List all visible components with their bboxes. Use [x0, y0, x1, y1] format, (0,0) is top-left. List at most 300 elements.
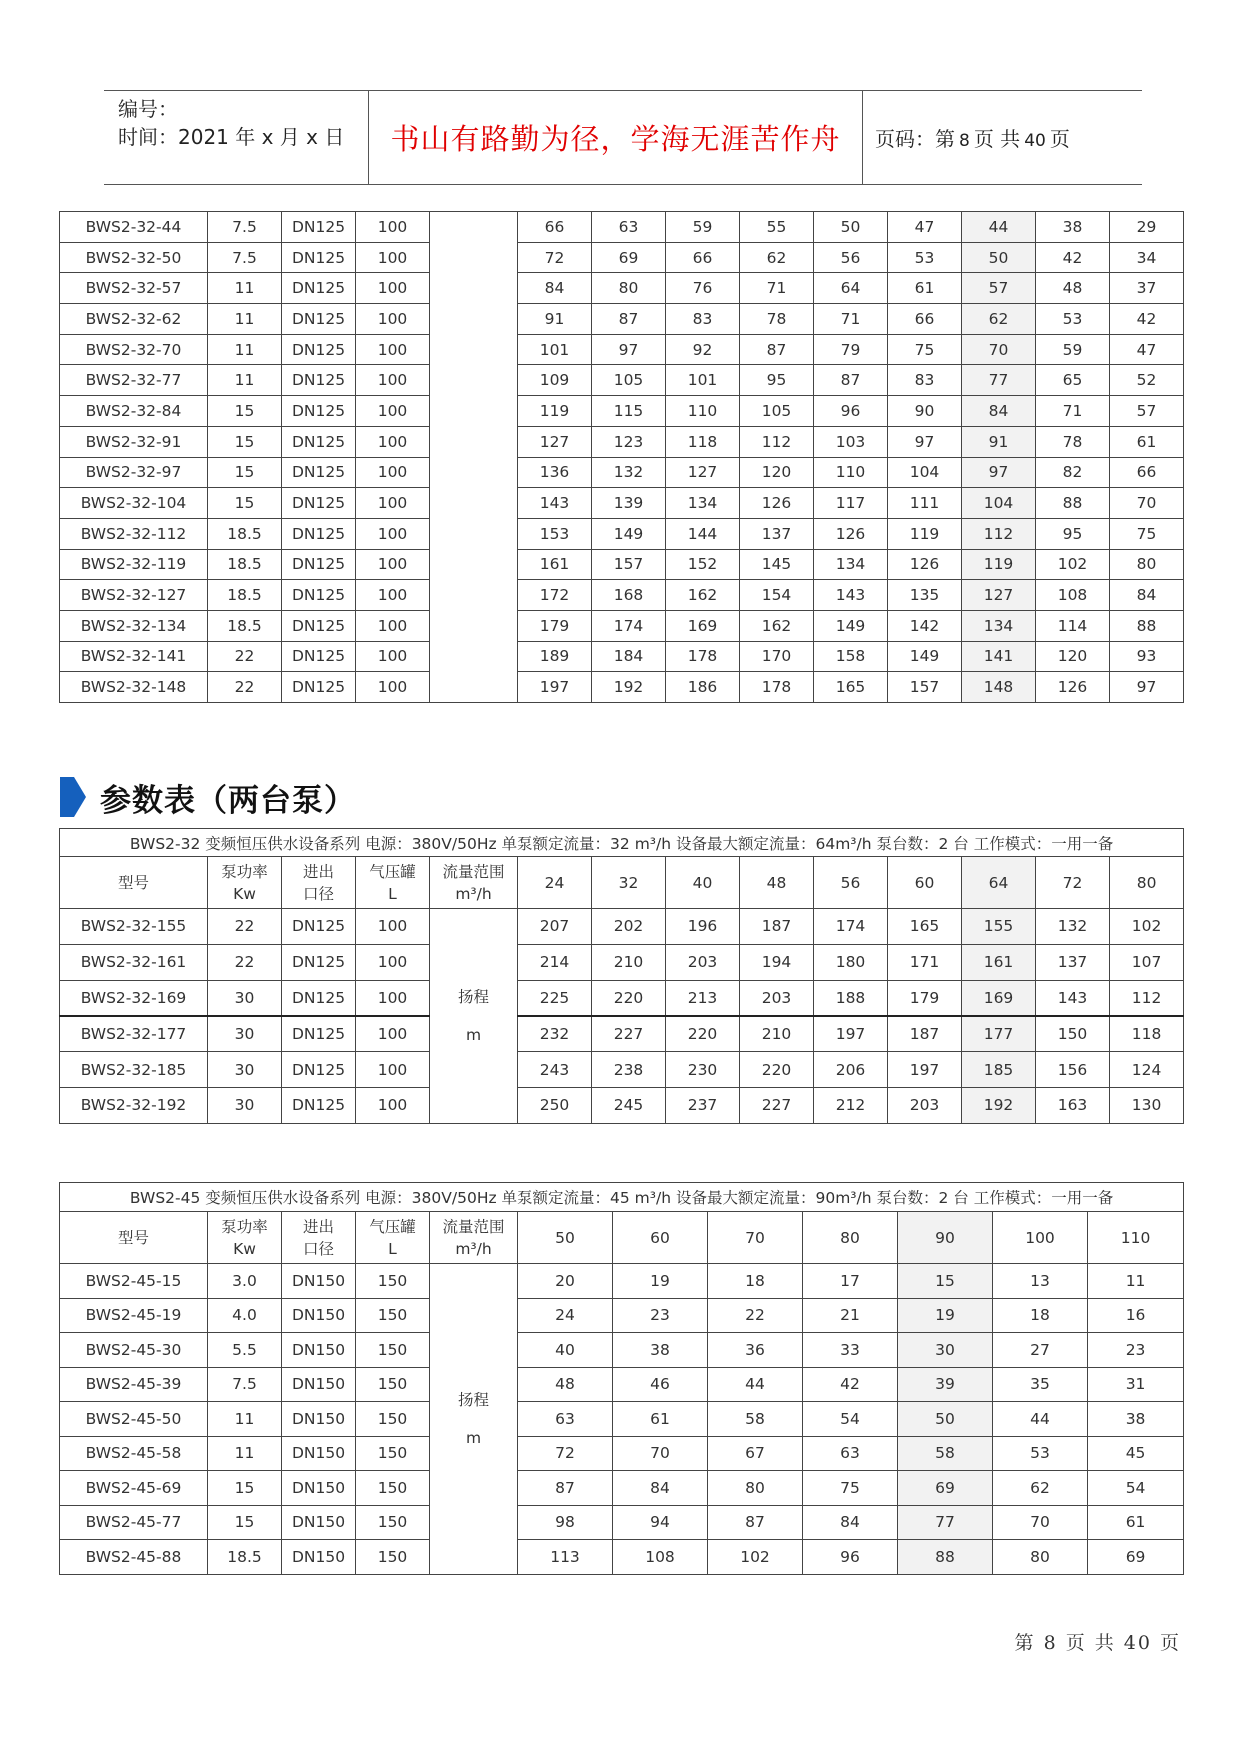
table-cell: 149: [814, 610, 888, 641]
table-cell: 156: [1036, 1052, 1110, 1088]
table-cell: 150: [1036, 1016, 1110, 1052]
document-number-label: 编号：: [118, 97, 178, 121]
table3-col-flow: [430, 1212, 518, 1264]
table2-col-flow: [430, 857, 518, 909]
table-cell: 144: [666, 518, 740, 549]
table-cell: 169: [666, 610, 740, 641]
table-cell: 55: [740, 212, 814, 243]
table-cell: 100: [356, 980, 430, 1016]
table-cell: 42: [803, 1367, 898, 1402]
model-cell: BWS2-32-44: [60, 212, 208, 243]
table-row: [60, 518, 1184, 549]
table-cell: 64: [814, 273, 888, 304]
table-cell: 47: [888, 212, 962, 243]
table-cell: 42: [1110, 304, 1184, 335]
model-cell: BWS2-45-69: [60, 1471, 208, 1506]
table-cell: 154: [740, 580, 814, 611]
table-cell: DN150: [282, 1298, 356, 1333]
table-cell: 100: [356, 242, 430, 273]
table-cell: 97: [888, 426, 962, 457]
table-cell: 67: [708, 1436, 803, 1471]
table-cell: 100: [356, 488, 430, 519]
table-cell: 50: [898, 1402, 993, 1437]
table-cell: 150: [356, 1471, 430, 1506]
table2-col-model: 型号: [60, 857, 208, 909]
table-cell: 197: [518, 672, 592, 703]
table-row: [60, 457, 1184, 488]
table-cell: 36: [708, 1333, 803, 1368]
table-row: [60, 304, 1184, 335]
head-unit-cell: [430, 1264, 518, 1575]
table-cell: 117: [814, 488, 888, 519]
table-cell: 82: [1036, 457, 1110, 488]
head-label: 扬程: [457, 1390, 489, 1409]
table-cell: 227: [740, 1087, 814, 1123]
table-row: [60, 944, 1184, 980]
table-cell: 105: [592, 365, 666, 396]
table-cell: 165: [814, 672, 888, 703]
head-unit: m: [465, 1025, 482, 1044]
table-cell: 27: [993, 1333, 1088, 1368]
table-cell: DN125: [282, 396, 356, 427]
table-cell: 18.5: [208, 580, 282, 611]
page-current: 8: [959, 131, 970, 151]
table2-col-flow-unit: m³/h: [455, 884, 492, 903]
table-row: [60, 1505, 1184, 1540]
table-cell: DN125: [282, 672, 356, 703]
table-cell: 56: [814, 242, 888, 273]
table-cell: 150: [356, 1333, 430, 1368]
table-cell: 115: [592, 396, 666, 427]
table-cell: 120: [740, 457, 814, 488]
table-cell: 143: [1036, 980, 1110, 1016]
table-cell: 162: [666, 580, 740, 611]
table-cell: 84: [1110, 580, 1184, 611]
model-cell: BWS2-32-97: [60, 457, 208, 488]
table-row: [60, 365, 1184, 396]
table-cell: 50: [962, 242, 1036, 273]
table-cell: 11: [208, 1402, 282, 1437]
table-row: [60, 1298, 1184, 1333]
table-cell: 65: [1036, 365, 1110, 396]
table-cell: 100: [356, 580, 430, 611]
table-cell: 202: [592, 909, 666, 945]
table-cell: DN150: [282, 1436, 356, 1471]
table-cell: 61: [1110, 426, 1184, 457]
table-cell: 243: [518, 1052, 592, 1088]
table-cell: 150: [356, 1505, 430, 1540]
table2-flow-header: 48: [740, 857, 814, 909]
table-cell: 150: [356, 1402, 430, 1437]
table-cell: 16: [1088, 1298, 1184, 1333]
table-cell: 102: [708, 1540, 803, 1575]
table-cell: 7.5: [208, 242, 282, 273]
model-cell: BWS2-45-50: [60, 1402, 208, 1437]
table3-col-flow-label: 流量范围: [442, 1217, 505, 1236]
table2-flow-header: 60: [888, 857, 962, 909]
table-cell: 97: [962, 457, 1036, 488]
model-cell: BWS2-32-50: [60, 242, 208, 273]
bws2-45-spec-table: [59, 1182, 1184, 1575]
table-row: [60, 488, 1184, 519]
table-cell: 83: [888, 365, 962, 396]
table-cell: 210: [592, 944, 666, 980]
table-row: [60, 1471, 1184, 1506]
table-cell: 100: [356, 426, 430, 457]
table-row: [60, 641, 1184, 672]
table-cell: 57: [962, 273, 1036, 304]
table-cell: 134: [962, 610, 1036, 641]
table-cell: 105: [740, 396, 814, 427]
table-cell: 227: [592, 1016, 666, 1052]
table-cell: DN125: [282, 980, 356, 1016]
table-cell: 137: [740, 518, 814, 549]
table-cell: 102: [1036, 549, 1110, 580]
table3-flow-header: 70: [708, 1212, 803, 1264]
table-cell: 15: [208, 396, 282, 427]
table-cell: 95: [740, 365, 814, 396]
page-mid: 页 共: [973, 127, 1021, 151]
pump-spec-table-continued: [59, 211, 1184, 703]
table-row: [60, 1264, 1184, 1299]
table2-col-power-unit: Kw: [233, 884, 256, 903]
model-cell: BWS2-32-185: [60, 1052, 208, 1088]
table-cell: 168: [592, 580, 666, 611]
table-cell: 87: [740, 334, 814, 365]
table-cell: 108: [613, 1540, 708, 1575]
table-cell: DN125: [282, 944, 356, 980]
table-cell: 104: [888, 457, 962, 488]
table-cell: 31: [1088, 1367, 1184, 1402]
table-cell: 132: [1036, 909, 1110, 945]
table-cell: 100: [356, 909, 430, 945]
table-cell: 174: [814, 909, 888, 945]
table-cell: 38: [1036, 212, 1110, 243]
table-cell: 95: [1036, 518, 1110, 549]
table3-col-port-label: 进出: [302, 1217, 334, 1236]
table-cell: 118: [1110, 1016, 1184, 1052]
table-cell: 11: [208, 304, 282, 335]
table2-body: [60, 909, 1184, 1124]
table-cell: DN125: [282, 212, 356, 243]
table-row: [60, 980, 1184, 1016]
table-cell: 75: [803, 1471, 898, 1506]
table-cell: 180: [814, 944, 888, 980]
section-heading: [60, 775, 356, 819]
table-cell: 196: [666, 909, 740, 945]
table-cell: 20: [518, 1264, 613, 1299]
table-row: [60, 273, 1184, 304]
table-cell: 100: [356, 549, 430, 580]
table-cell: 72: [518, 242, 592, 273]
table-cell: 197: [814, 1016, 888, 1052]
table-cell: 37: [1110, 273, 1184, 304]
model-cell: BWS2-32-161: [60, 944, 208, 980]
table-cell: 7.5: [208, 1367, 282, 1402]
table-cell: 88: [1110, 610, 1184, 641]
table-cell: 98: [518, 1505, 613, 1540]
table-cell: 126: [888, 549, 962, 580]
table-cell: 230: [666, 1052, 740, 1088]
table-cell: 94: [613, 1505, 708, 1540]
table-cell: 126: [740, 488, 814, 519]
table-cell: 238: [592, 1052, 666, 1088]
table2-flow-header: 80: [1110, 857, 1184, 909]
table-cell: 150: [356, 1298, 430, 1333]
model-cell: BWS2-45-19: [60, 1298, 208, 1333]
table-cell: DN150: [282, 1471, 356, 1506]
model-cell: BWS2-45-30: [60, 1333, 208, 1368]
table-cell: 78: [740, 304, 814, 335]
page-suffix: 页: [1049, 127, 1070, 151]
table-cell: 18: [708, 1264, 803, 1299]
head-unit-cell: [430, 212, 518, 703]
table-cell: 104: [962, 488, 1036, 519]
table-cell: 15: [898, 1264, 993, 1299]
table-cell: 148: [962, 672, 1036, 703]
table-cell: 71: [740, 273, 814, 304]
model-cell: BWS2-32-127: [60, 580, 208, 611]
table-cell: 102: [1110, 909, 1184, 945]
table-cell: 150: [356, 1367, 430, 1402]
model-cell: BWS2-32-119: [60, 549, 208, 580]
table-cell: 100: [356, 610, 430, 641]
table-cell: 220: [740, 1052, 814, 1088]
page-footer: 第 8 页 共 40 页: [1014, 1632, 1181, 1654]
table-cell: DN150: [282, 1540, 356, 1575]
model-cell: BWS2-32-177: [60, 1016, 208, 1052]
table-cell: DN125: [282, 304, 356, 335]
table-cell: 15: [208, 1505, 282, 1540]
table-cell: 127: [666, 457, 740, 488]
table-cell: 30: [208, 980, 282, 1016]
table-row: [60, 396, 1184, 427]
table-cell: 100: [356, 334, 430, 365]
model-cell: BWS2-45-15: [60, 1264, 208, 1299]
table2-col-flow-label: 流量范围: [442, 862, 505, 881]
table-cell: 71: [814, 304, 888, 335]
table-cell: 17: [803, 1264, 898, 1299]
table-cell: DN150: [282, 1333, 356, 1368]
table-cell: 100: [356, 273, 430, 304]
table-cell: 33: [803, 1333, 898, 1368]
table-cell: 63: [803, 1436, 898, 1471]
table-cell: 119: [888, 518, 962, 549]
table-cell: DN125: [282, 1087, 356, 1123]
table-cell: 80: [1110, 549, 1184, 580]
table-cell: 62: [740, 242, 814, 273]
table-cell: 139: [592, 488, 666, 519]
table-cell: 150: [356, 1540, 430, 1575]
table-cell: 197: [888, 1052, 962, 1088]
table-cell: 134: [666, 488, 740, 519]
table-cell: 80: [708, 1471, 803, 1506]
table-cell: 91: [962, 426, 1036, 457]
table-cell: 84: [613, 1471, 708, 1506]
table-cell: 172: [518, 580, 592, 611]
table-cell: DN125: [282, 1052, 356, 1088]
table-cell: DN125: [282, 334, 356, 365]
table-cell: 18.5: [208, 549, 282, 580]
head-label: 扬程: [457, 987, 489, 1006]
table-cell: 100: [356, 365, 430, 396]
table-row: [60, 1087, 1184, 1123]
table-cell: 113: [518, 1540, 613, 1575]
table-cell: 118: [666, 426, 740, 457]
table2-header-row: [60, 857, 1184, 909]
table-cell: 46: [613, 1367, 708, 1402]
table-cell: 130: [1110, 1087, 1184, 1123]
blue-pentagon-marker-icon: [60, 777, 86, 817]
table-cell: 101: [518, 334, 592, 365]
table3-flow-header: 80: [803, 1212, 898, 1264]
table-cell: 13: [993, 1264, 1088, 1299]
table-cell: 54: [1088, 1471, 1184, 1506]
table-cell: DN125: [282, 457, 356, 488]
model-cell: BWS2-45-58: [60, 1436, 208, 1471]
table-cell: 21: [803, 1298, 898, 1333]
table-cell: 44: [962, 212, 1036, 243]
table-cell: 4.0: [208, 1298, 282, 1333]
table-cell: 39: [898, 1367, 993, 1402]
table-cell: 22: [208, 944, 282, 980]
table-cell: 66: [666, 242, 740, 273]
table-row: [60, 1016, 1184, 1052]
table-cell: 237: [666, 1087, 740, 1123]
model-cell: BWS2-32-169: [60, 980, 208, 1016]
table-row: [60, 1540, 1184, 1575]
table-cell: 77: [898, 1505, 993, 1540]
table-row: [60, 1436, 1184, 1471]
table-cell: 45: [1088, 1436, 1184, 1471]
table3-col-power-label: 泵功率: [221, 1217, 268, 1236]
table-cell: 206: [814, 1052, 888, 1088]
table3-flow-header: 100: [993, 1212, 1088, 1264]
table2-col-tank-unit: L: [388, 884, 397, 903]
page-prefix: 页码：第: [875, 127, 955, 151]
table-cell: 69: [898, 1471, 993, 1506]
table-cell: 75: [888, 334, 962, 365]
table-cell: 203: [888, 1087, 962, 1123]
table-cell: 100: [356, 518, 430, 549]
table-cell: 177: [962, 1016, 1036, 1052]
table-cell: 72: [518, 1436, 613, 1471]
table-cell: 77: [962, 365, 1036, 396]
table3-col-tank: [356, 1212, 430, 1264]
table-cell: 232: [518, 1016, 592, 1052]
table-cell: 70: [613, 1436, 708, 1471]
table-cell: 80: [592, 273, 666, 304]
table-cell: 188: [814, 980, 888, 1016]
table-cell: 165: [888, 909, 962, 945]
table2-col-port-label: 进出: [302, 862, 334, 881]
table-cell: 76: [666, 273, 740, 304]
table-cell: 149: [592, 518, 666, 549]
head-unit-cell: [430, 909, 518, 1124]
table3-col-port-label2: 口径: [302, 1239, 334, 1258]
table-cell: 53: [888, 242, 962, 273]
table-cell: 143: [814, 580, 888, 611]
table-cell: 22: [208, 641, 282, 672]
header-info-cell: [104, 91, 369, 184]
table3-col-port: [282, 1212, 356, 1264]
model-cell: BWS2-45-39: [60, 1367, 208, 1402]
table-cell: 245: [592, 1087, 666, 1123]
table-cell: DN125: [282, 488, 356, 519]
table-cell: 179: [518, 610, 592, 641]
table3-header-row: [60, 1212, 1184, 1264]
table-cell: 42: [1036, 242, 1110, 273]
table1-body: [60, 212, 1184, 703]
table-cell: 18.5: [208, 610, 282, 641]
table-cell: 119: [962, 549, 1036, 580]
table2-col-port-label2: 口径: [302, 884, 334, 903]
table-cell: 127: [518, 426, 592, 457]
table-cell: 54: [803, 1402, 898, 1437]
table-cell: 59: [666, 212, 740, 243]
table-cell: 97: [1110, 672, 1184, 703]
table-cell: 63: [518, 1402, 613, 1437]
table-row: [60, 549, 1184, 580]
table-cell: 114: [1036, 610, 1110, 641]
table-cell: DN125: [282, 580, 356, 611]
table-cell: 96: [814, 396, 888, 427]
table2-col-power: [208, 857, 282, 909]
table-cell: 62: [962, 304, 1036, 335]
model-cell: BWS2-32-112: [60, 518, 208, 549]
header-page-cell: [863, 91, 1142, 184]
model-cell: BWS2-32-141: [60, 641, 208, 672]
table-row: [60, 672, 1184, 703]
table-cell: 162: [740, 610, 814, 641]
table-cell: 169: [962, 980, 1036, 1016]
table-cell: 3.0: [208, 1264, 282, 1299]
table-cell: 194: [740, 944, 814, 980]
table-cell: 174: [592, 610, 666, 641]
table-cell: 107: [1110, 944, 1184, 980]
table-cell: 34: [1110, 242, 1184, 273]
table-cell: 93: [1110, 641, 1184, 672]
table-cell: 152: [666, 549, 740, 580]
table3-col-power: [208, 1212, 282, 1264]
table-cell: 189: [518, 641, 592, 672]
table-cell: 124: [1110, 1052, 1184, 1088]
table-cell: 78: [1036, 426, 1110, 457]
table2-flow-header: 40: [666, 857, 740, 909]
model-cell: BWS2-32-57: [60, 273, 208, 304]
table2-col-port: [282, 857, 356, 909]
table-cell: 61: [613, 1402, 708, 1437]
header-motto-cell: [369, 91, 863, 184]
table2-flow-header: 72: [1036, 857, 1110, 909]
table-cell: 157: [592, 549, 666, 580]
table-cell: 178: [740, 672, 814, 703]
table2-col-power-label: 泵功率: [221, 862, 268, 881]
table2-col-tank: [356, 857, 430, 909]
table-cell: 149: [888, 641, 962, 672]
table-cell: 110: [814, 457, 888, 488]
table-cell: 203: [666, 944, 740, 980]
model-cell: BWS2-32-104: [60, 488, 208, 519]
table2-flow-header: 24: [518, 857, 592, 909]
table-row: [60, 610, 1184, 641]
table-cell: 61: [1088, 1505, 1184, 1540]
model-cell: BWS2-32-84: [60, 396, 208, 427]
table-cell: 70: [1110, 488, 1184, 519]
table2-flow-header: 56: [814, 857, 888, 909]
table-cell: 100: [356, 672, 430, 703]
table-cell: 100: [356, 304, 430, 335]
